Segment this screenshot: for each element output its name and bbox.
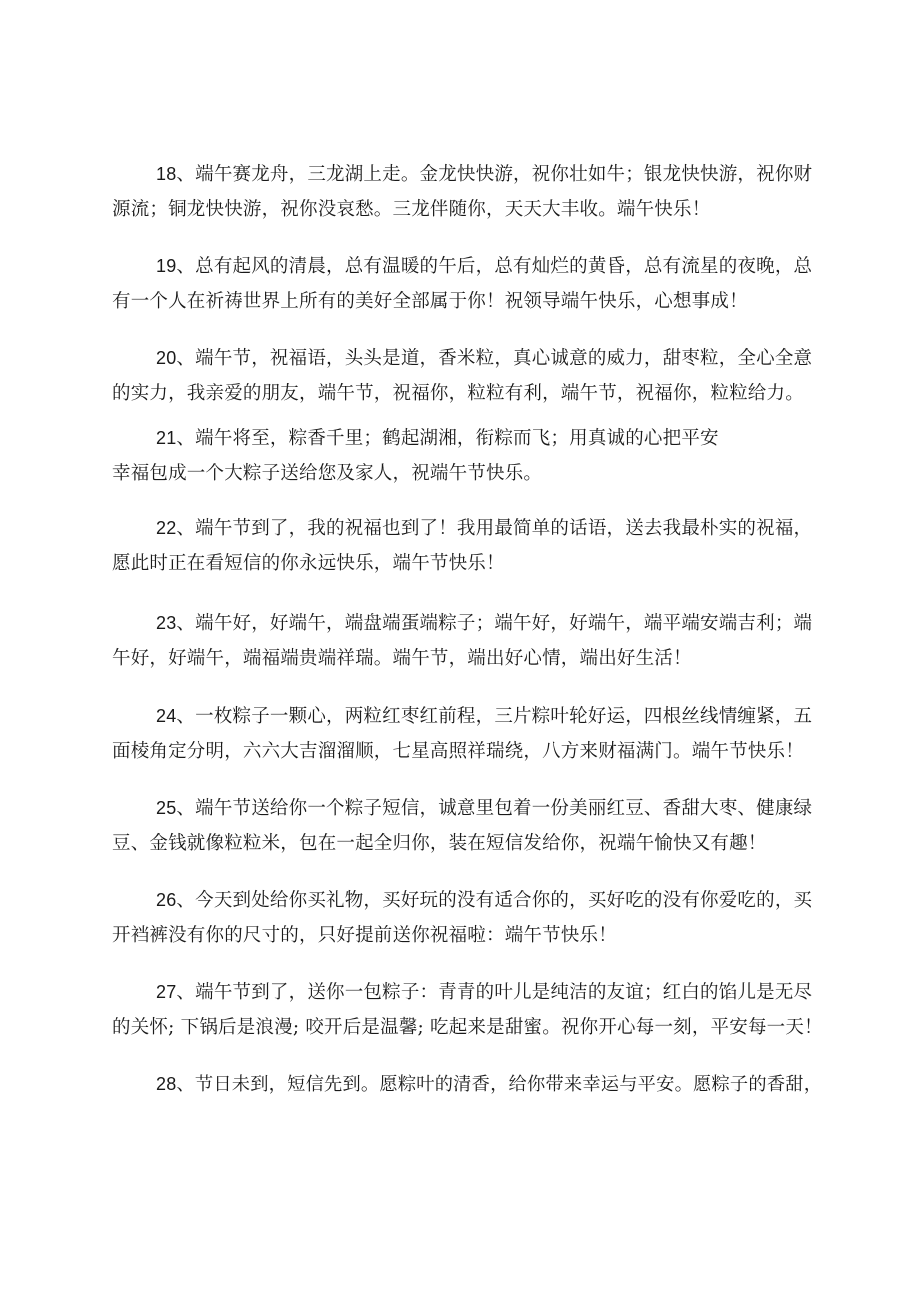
line-text: 、今天到处给你买礼物，买好玩的没有适合你的，买好吃的没有你爱吃的，买	[176, 890, 813, 911]
line-text: 、端午节到了，我的祝福也到了！我用最简单的话语，送去我最朴实的祝福，	[176, 518, 813, 539]
paragraph-line	[112, 918, 822, 954]
line-text: 、端午好，好端午，端盘端蛋端粽子；端午好，好端午，端平端安端吉利；端	[176, 613, 813, 634]
paragraph-line	[112, 882, 822, 918]
item-number: 22	[156, 518, 177, 538]
paragraph-22	[112, 510, 822, 582]
paragraph-line	[112, 192, 822, 228]
item-number: 21	[156, 428, 177, 448]
paragraph-20	[112, 340, 822, 412]
line-text: 豆、金钱就像粒粒米，包在一起全归你，装在短信发给你，祝端午愉快又有趣！	[112, 833, 767, 854]
line-text: 午好，好端午，端福端贵端祥瑞。端午节，端出好心情，端出好生活！	[112, 648, 692, 669]
line-text: 的实力，我亲爱的朋友，端午节，祝福你，粒粒有利，端午节，祝福你，粒粒给力。	[112, 383, 804, 404]
line-text: 愿此时正在看短信的你永远快乐，端午节快乐！	[112, 553, 505, 574]
paragraph-line	[112, 546, 822, 582]
item-number: 25	[156, 798, 177, 818]
item-number: 20	[156, 348, 177, 368]
line-text: 开裆裤没有你的尺寸的，只好提前送你祝福啦：端午节快乐！	[112, 925, 617, 946]
paragraph-line	[112, 510, 822, 546]
paragraph-line	[112, 826, 822, 862]
line-text: 的关怀; 下锅后是浪漫; 咬开后是温馨; 吃起来是甜蜜。祝你开心每一刻，平安每一天！	[112, 1017, 823, 1038]
line-text: 、端午将至，粽香千里；鹤起湖湘，衔粽而飞；用真诚的心把平安	[176, 428, 719, 449]
paragraph-line	[112, 156, 822, 192]
paragraph-line	[112, 1010, 822, 1046]
paragraph-21	[112, 420, 822, 492]
item-number: 27	[156, 982, 177, 1002]
line-text: 面棱角定分明，六六大吉溜溜顺，七星高照祥瑞绕，八方来财福满门。端午节快乐！	[112, 741, 804, 762]
paragraph-23	[112, 605, 822, 677]
paragraph-line	[112, 790, 822, 826]
paragraph-line	[112, 734, 822, 770]
paragraph-line	[112, 248, 822, 284]
paragraph-line	[112, 1066, 822, 1102]
line-text: 、端午赛龙舟，三龙湖上走。金龙快快游，祝你壮如牛；银龙快快游，祝你财	[176, 164, 813, 185]
paragraph-line	[112, 974, 822, 1010]
paragraph-25	[112, 790, 822, 862]
item-number: 24	[156, 706, 177, 726]
paragraph-28	[112, 1066, 822, 1102]
paragraph-line	[112, 420, 822, 456]
paragraph-line	[112, 605, 822, 641]
paragraph-26	[112, 882, 822, 954]
paragraph-18	[112, 156, 822, 228]
item-number: 19	[156, 256, 177, 276]
paragraph-27	[112, 974, 822, 1046]
paragraph-line	[112, 456, 822, 492]
line-text: 、总有起风的清晨，总有温暖的午后，总有灿烂的黄昏，总有流星的夜晚，总	[176, 256, 813, 277]
line-text: 有一个人在祈祷世界上所有的美好全部属于你！祝领导端午快乐，心想事成！	[112, 291, 748, 312]
paragraph-line	[112, 376, 822, 412]
line-text: 、端午节送给你一个粽子短信，诚意里包着一份美丽红豆、香甜大枣、健康绿	[176, 798, 813, 819]
paragraph-line	[112, 284, 822, 320]
item-number: 26	[156, 890, 177, 910]
paragraph-line	[112, 698, 822, 734]
item-number: 28	[156, 1074, 177, 1094]
paragraph-line	[112, 340, 822, 376]
paragraph-19	[112, 248, 822, 320]
paragraph-line	[112, 641, 822, 677]
line-text: 、端午节，祝福语，头头是道，香米粒，真心诚意的威力，甜枣粒，全心全意	[176, 348, 813, 369]
item-number: 18	[156, 164, 177, 184]
line-text: 、一枚粽子一颗心，两粒红枣红前程，三片粽叶轮好运，四根丝线情缠紧，五	[176, 706, 813, 727]
line-text: 、端午节到了，送你一包粽子：青青的叶儿是纯洁的友谊；红白的馅儿是无尽	[176, 982, 813, 1003]
item-number: 23	[156, 613, 177, 633]
line-text: 源流；铜龙快快游，祝你没哀愁。三龙伴随你，天天大丰收。端午快乐！	[112, 199, 711, 220]
paragraph-24	[112, 698, 822, 770]
line-text: 幸福包成一个大粽子送给您及家人，祝端午节快乐。	[112, 463, 543, 484]
line-text: 、节日未到，短信先到。愿粽叶的清香，给你带来幸运与平安。愿粽子的香甜，	[176, 1074, 823, 1095]
